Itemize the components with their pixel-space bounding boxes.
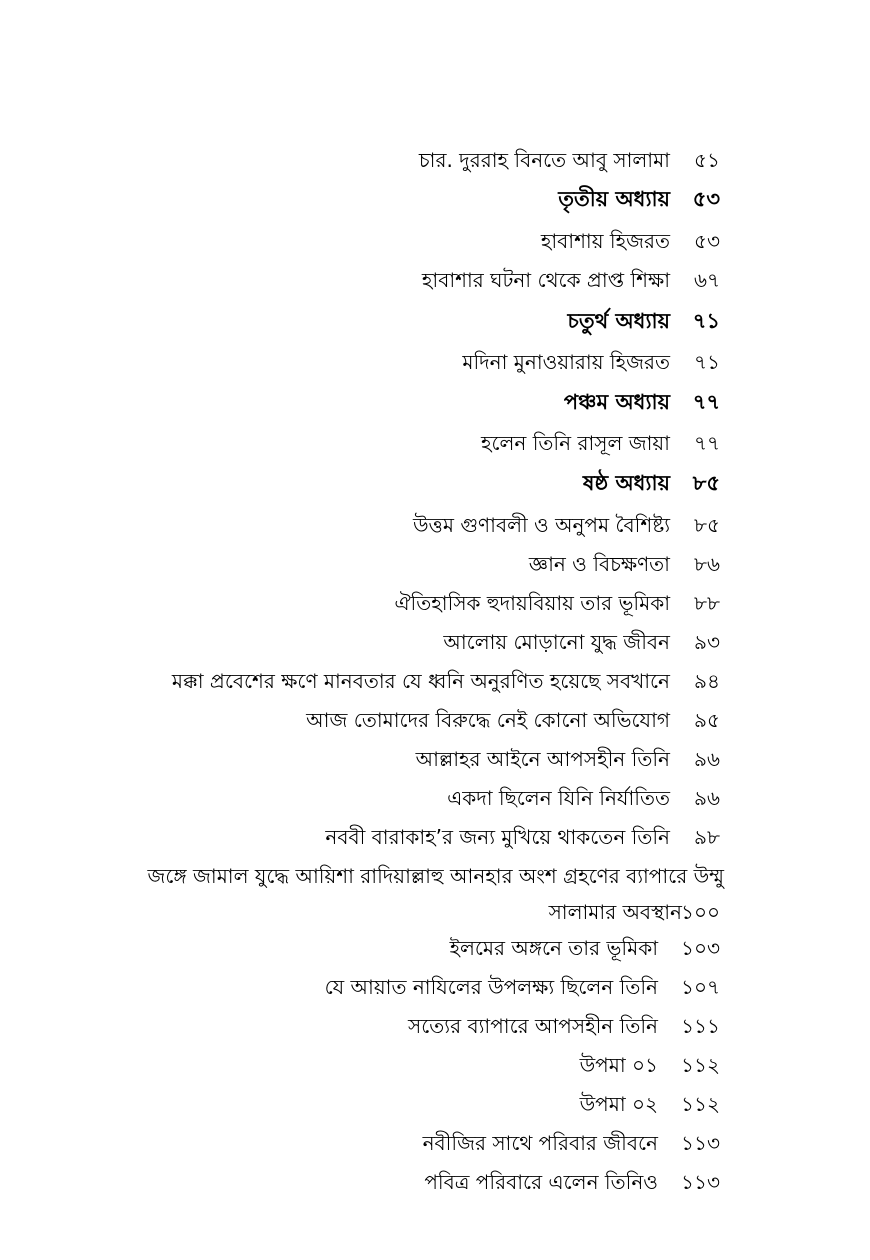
toc-entry-page: ৭১ xyxy=(694,350,720,374)
toc-entry-title: সালামার অবস্থান xyxy=(548,900,682,924)
toc-row xyxy=(0,508,870,542)
toc-chapter-title: চতুর্থ অধ্যায় xyxy=(567,309,670,333)
toc-chapter-page: ৭১ xyxy=(692,309,720,333)
toc-chapter-row xyxy=(0,182,870,216)
toc-entry-page: ৯৪ xyxy=(694,669,720,693)
toc-entry-page: ১১২ xyxy=(681,1092,720,1116)
toc-row xyxy=(0,426,870,460)
toc-chapter-title: ষষ্ঠ অধ্যায় xyxy=(582,471,670,495)
toc-entry-title: ইলমের অঙ্গনে তার ভূমিকা xyxy=(449,936,658,960)
toc-entry-title: উপমা ০২ xyxy=(579,1092,658,1116)
toc-entry-title: আল্লাহর আইনে আপসহীন তিনি xyxy=(415,747,670,771)
toc-row xyxy=(0,781,870,815)
toc-chapter-title: তৃতীয় অধ্যায় xyxy=(558,187,670,211)
toc-entry-page: ৫১ xyxy=(694,148,720,172)
toc-entry-page: ১০৭ xyxy=(681,975,720,999)
toc-entry-page: ১১৩ xyxy=(681,1170,720,1194)
toc-entry-page: ১১২ xyxy=(681,1053,720,1077)
toc-chapter-page: ৮৫ xyxy=(692,471,720,495)
toc-row xyxy=(0,345,870,379)
toc-entry-page: ৯৮ xyxy=(694,825,720,849)
toc-row xyxy=(0,931,870,965)
toc-entry-page: ১১৩ xyxy=(681,1131,720,1155)
toc-row xyxy=(0,970,870,1004)
toc-entry-page: ৮৫ xyxy=(694,513,720,537)
toc-entry-title: চার. দুররাহ বিনতে আবু সালামা xyxy=(418,148,670,172)
toc-entry-title: মদিনা মুনাওয়ারায় হিজরত xyxy=(462,350,670,374)
toc-row xyxy=(0,1165,870,1199)
toc-entry-title: হাবাশার ঘটনা থেকে প্রাপ্ত শিক্ষা xyxy=(421,268,670,292)
toc-entry-title: জ্ঞান ও বিচক্ষণতা xyxy=(528,552,670,576)
toc-row xyxy=(0,143,870,177)
toc-entry-page: ৯৬ xyxy=(694,747,720,771)
toc-row xyxy=(0,263,870,297)
toc-entry-page: ৮৮ xyxy=(694,591,720,615)
toc-row-wrapped-continuation xyxy=(0,895,870,929)
toc-entry-title: আজ তোমাদের বিরুদ্ধে নেই কোনো অভিযোগ xyxy=(306,708,670,732)
toc-entry-page: ৯৫ xyxy=(694,708,720,732)
toc-entry-title: হাবাশায় হিজরত xyxy=(540,229,670,253)
toc-entry-page: ৬৭ xyxy=(693,268,720,292)
toc-row xyxy=(0,742,870,776)
toc-row xyxy=(0,703,870,737)
toc-row-wrapped-first-line xyxy=(0,859,870,893)
toc-entry-title: আলোয় মোড়ানো যুদ্ধ জীবন xyxy=(443,630,670,654)
toc-entry-title: উপমা ০১ xyxy=(579,1053,658,1077)
toc-entry-title: নববী বারাকাহ’র জন্য মুখিয়ে থাকতেন তিনি xyxy=(325,825,670,849)
toc-row xyxy=(0,1126,870,1160)
toc-entry-page: ৮৬ xyxy=(694,552,720,576)
toc-chapter-page: ৫৩ xyxy=(692,187,720,211)
toc-chapter-row xyxy=(0,304,870,338)
toc-entry-title: পবিত্র পরিবারে এলেন তিনিও xyxy=(424,1170,658,1194)
toc-row xyxy=(0,1087,870,1121)
toc-chapter-row xyxy=(0,385,870,419)
toc-entry-page: ৭৭ xyxy=(693,431,720,455)
toc-row xyxy=(0,586,870,620)
toc-entry-page: ৯৩ xyxy=(694,630,720,654)
toc-entry-title: মক্কা প্রবেশের ক্ষণে মানবতার যে ধ্বনি অনুরণিত হয়েছে সবখানে xyxy=(171,669,670,693)
toc-row xyxy=(0,547,870,581)
toc-row xyxy=(0,224,870,258)
toc-row xyxy=(0,1009,870,1043)
toc-chapter-title: পঞ্চম অধ্যায় xyxy=(563,390,670,414)
toc-entry-page: ১১১ xyxy=(681,1014,720,1038)
toc-chapter-page: ৭৭ xyxy=(692,390,720,414)
toc-entry-title: নবীজির সাথে পরিবার জীবনে xyxy=(422,1131,658,1155)
toc-entry-title: জঙ্গে জামাল যুদ্ধে আয়িশা রাদিয়াল্লাহু আনহার অংশ গ্রহণের ব্যাপারে উম্মু xyxy=(147,864,724,888)
toc-row xyxy=(0,664,870,698)
toc-entry-page: ১০৩ xyxy=(681,936,720,960)
toc-chapter-row xyxy=(0,466,870,500)
toc-entry-page: ৫৩ xyxy=(694,229,720,253)
toc-entry-page: ১০০ xyxy=(681,900,720,924)
toc-row xyxy=(0,820,870,854)
toc-entry-title: যে আয়াত নাযিলের উপলক্ষ্য ছিলেন তিনি xyxy=(324,975,658,999)
toc-row xyxy=(0,625,870,659)
toc-entry-title: উত্তম গুণাবলী ও অনুপম বৈশিষ্ট্য xyxy=(412,513,670,537)
toc-row xyxy=(0,1048,870,1082)
toc-entry-title: ঐতিহাসিক হুদায়বিয়ায় তার ভূমিকা xyxy=(394,591,670,615)
toc-entry-title: সত্যের ব্যাপারে আপসহীন তিনি xyxy=(408,1014,658,1038)
toc-entry-title: হলেন তিনি রাসূল জায়া xyxy=(480,431,670,455)
toc-entry-title: একদা ছিলেন যিনি নির্যাতিত xyxy=(447,786,670,810)
toc-entry-page: ৯৬ xyxy=(694,786,720,810)
